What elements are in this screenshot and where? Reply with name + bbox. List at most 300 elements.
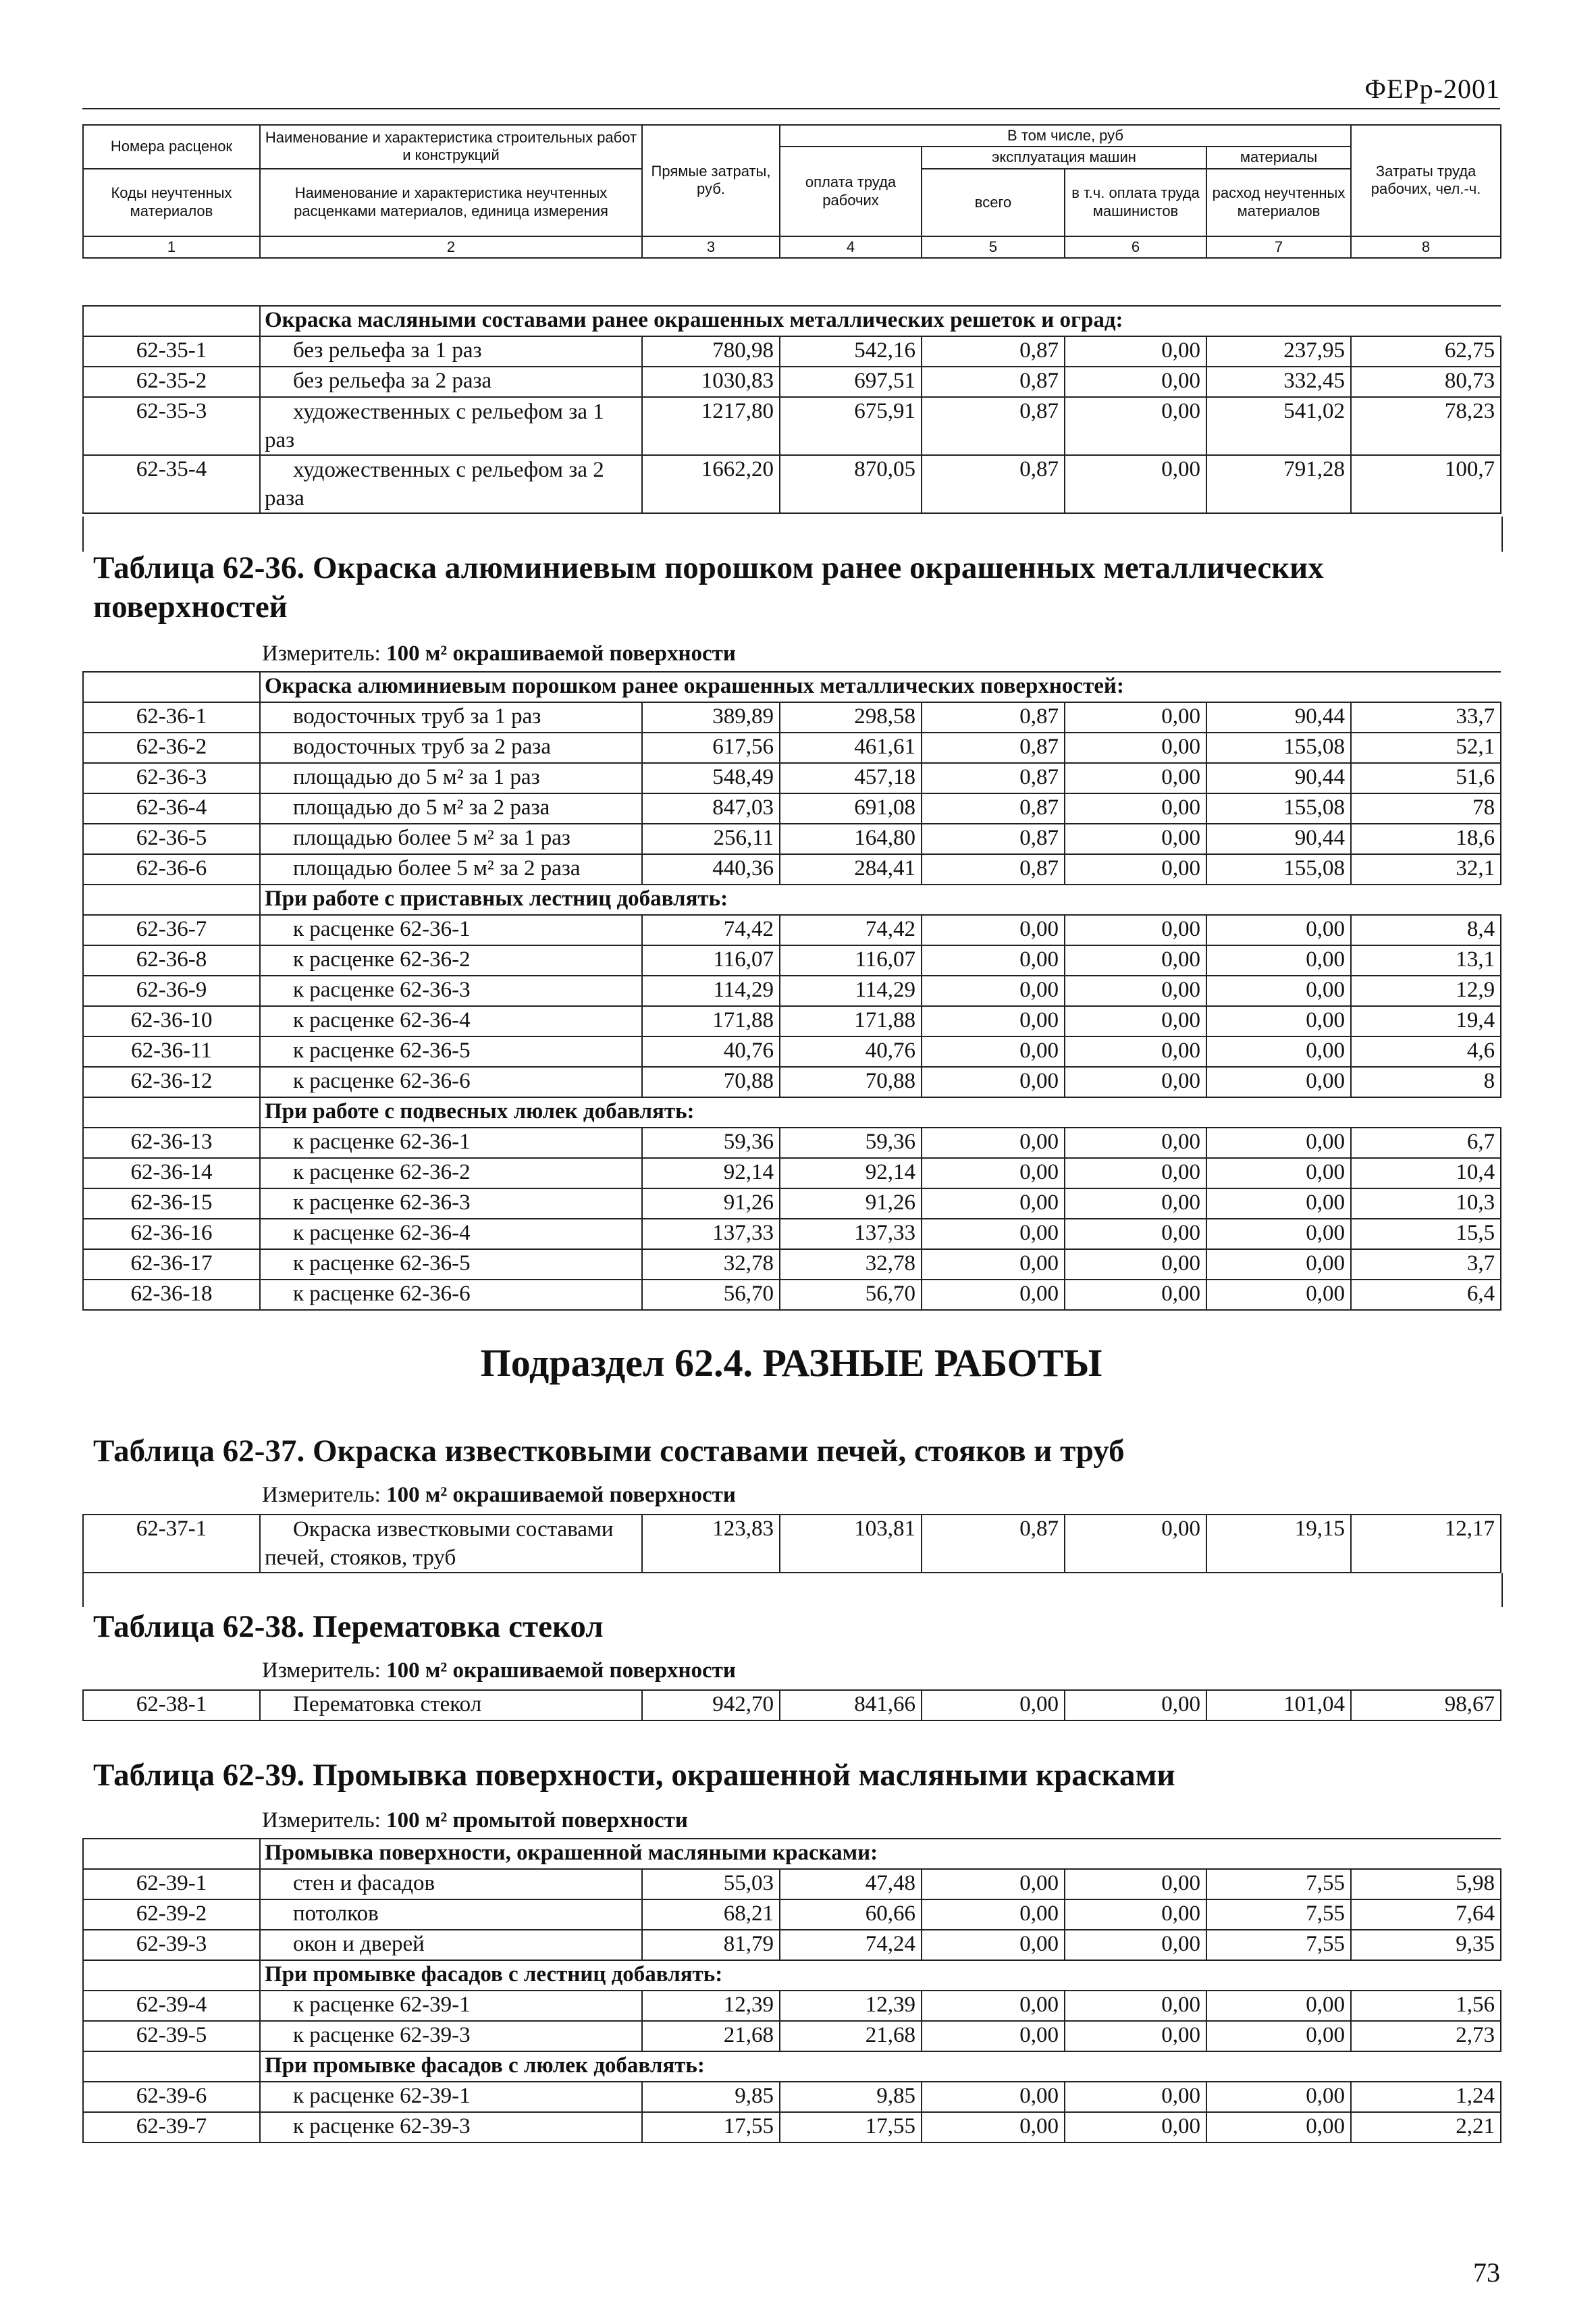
table-row (83, 763, 1501, 793)
header-material-codes: Коды неучтенных материалов (83, 169, 260, 236)
table-62-36-measure: Измеритель: 100 м² окрашиваемой поверхности (262, 641, 736, 666)
rate-code: 62-36-10 (83, 1006, 260, 1036)
work-name: художественных с рельефом за 1 раз (260, 397, 642, 455)
value-cell: 0,00 (1206, 1249, 1351, 1280)
value-cell: 7,55 (1206, 1930, 1351, 1960)
value-cell: 0,00 (1206, 1158, 1351, 1188)
value-cell: 457,18 (780, 763, 922, 793)
value-cell: 0,87 (922, 455, 1065, 513)
value-cell: 0,00 (1065, 1280, 1206, 1310)
value-cell: 1217,80 (642, 397, 780, 455)
column-header-table (82, 124, 1501, 259)
table-row (83, 854, 1501, 885)
rate-code: 62-36-9 (83, 976, 260, 1006)
work-name: площадью до 5 м² за 2 раза (260, 793, 642, 824)
value-cell: 0,87 (922, 854, 1065, 885)
table-62-37 (82, 1514, 1501, 1573)
table-row (83, 1188, 1501, 1219)
value-cell: 155,08 (1206, 793, 1351, 824)
value-cell: 298,58 (780, 702, 922, 733)
value-cell: 0,00 (1065, 1991, 1206, 2021)
value-cell: 17,55 (642, 2112, 780, 2142)
value-cell: 697,51 (780, 367, 922, 397)
value-cell: 870,05 (780, 455, 922, 513)
value-cell: 92,14 (642, 1158, 780, 1188)
value-cell: 0,00 (1206, 1219, 1351, 1249)
rate-code: 62-36-4 (83, 793, 260, 824)
value-cell: 0,00 (1206, 2082, 1351, 2112)
value-cell: 548,49 (642, 763, 780, 793)
value-cell: 98,67 (1351, 1690, 1501, 1720)
value-cell: 52,1 (1351, 733, 1501, 763)
table-row (83, 702, 1501, 733)
work-name: площадью более 5 м² за 1 раз (260, 824, 642, 854)
value-cell: 18,6 (1351, 824, 1501, 854)
value-cell: 0,00 (922, 1930, 1065, 1960)
rate-code: 62-36-2 (83, 733, 260, 763)
work-name: к расценке 62-36-4 (260, 1219, 642, 1249)
table-row (83, 1067, 1501, 1097)
work-name: без рельефа за 1 раз (260, 336, 642, 367)
value-cell: 0,87 (922, 733, 1065, 763)
value-cell: 0,00 (922, 1690, 1065, 1720)
value-cell: 0,00 (1206, 1188, 1351, 1219)
value-cell: 0,00 (1065, 854, 1206, 885)
table-row (83, 824, 1501, 854)
value-cell: 116,07 (642, 945, 780, 976)
rate-code: 62-39-2 (83, 1899, 260, 1930)
group-row (83, 1839, 1501, 1869)
rate-code: 62-39-5 (83, 2021, 260, 2051)
value-cell: 90,44 (1206, 763, 1351, 793)
header-machines-total: всего (922, 169, 1065, 236)
value-cell: 1030,83 (642, 367, 780, 397)
value-cell: 0,00 (1065, 1006, 1206, 1036)
value-cell: 90,44 (1206, 702, 1351, 733)
rate-code: 62-38-1 (83, 1690, 260, 1720)
value-cell: 101,04 (1206, 1690, 1351, 1720)
value-cell: 617,56 (642, 733, 780, 763)
value-cell: 164,80 (780, 824, 922, 854)
rate-code: 62-36-16 (83, 1219, 260, 1249)
value-cell: 0,87 (922, 702, 1065, 733)
value-cell: 91,26 (642, 1188, 780, 1219)
value-cell: 0,00 (1065, 824, 1206, 854)
value-cell: 70,88 (642, 1067, 780, 1097)
value-cell: 32,78 (780, 1249, 922, 1280)
group-row (83, 672, 1501, 702)
value-cell: 0,00 (1065, 976, 1206, 1006)
table-62-37-tail (82, 1573, 1503, 1607)
group-row (83, 306, 1501, 336)
table-62-36 (82, 671, 1501, 1311)
header-material-names: Наименование и характеристика неучтенных расценками материалов, единица измерения (260, 169, 642, 236)
value-cell: 0,00 (1065, 793, 1206, 824)
value-cell: 21,68 (642, 2021, 780, 2051)
work-name: водосточных труб за 1 раз (260, 702, 642, 733)
rate-code: 62-36-14 (83, 1158, 260, 1188)
rate-code: 62-36-15 (83, 1188, 260, 1219)
table-row (83, 793, 1501, 824)
value-cell: 389,89 (642, 702, 780, 733)
value-cell: 171,88 (780, 1006, 922, 1036)
value-cell: 847,03 (642, 793, 780, 824)
value-cell: 12,39 (642, 1991, 780, 2021)
value-cell: 123,83 (642, 1515, 780, 1573)
work-name: к расценке 62-36-3 (260, 1188, 642, 1219)
group-heading: При промывке фасадов с лестниц добавлять: (260, 1960, 1501, 1991)
value-cell: 0,00 (1065, 397, 1206, 455)
value-cell: 0,00 (1065, 945, 1206, 976)
value-cell: 7,64 (1351, 1899, 1501, 1930)
group-heading: Окраска масляными составами ранее окрашенных металлических решеток и оград: (260, 306, 1501, 336)
value-cell: 0,87 (922, 1515, 1065, 1573)
table-row (83, 2082, 1501, 2112)
value-cell: 12,39 (780, 1991, 922, 2021)
value-cell: 74,42 (780, 915, 922, 945)
work-name: к расценке 62-36-3 (260, 976, 642, 1006)
header-rates: Номера расценок (83, 125, 260, 169)
rate-code: 62-35-2 (83, 367, 260, 397)
header-worker-pay: оплата труда рабочих (780, 147, 922, 236)
value-cell: 0,00 (1065, 1869, 1206, 1899)
work-name: окон и дверей (260, 1930, 642, 1960)
work-name: потолков (260, 1899, 642, 1930)
value-cell: 13,1 (1351, 945, 1501, 976)
value-cell: 78 (1351, 793, 1501, 824)
value-cell: 1,56 (1351, 1991, 1501, 2021)
value-cell: 12,17 (1351, 1515, 1501, 1573)
table-row (83, 455, 1501, 513)
work-name: к расценке 62-36-6 (260, 1280, 642, 1310)
rate-code: 62-35-4 (83, 455, 260, 513)
value-cell: 155,08 (1206, 733, 1351, 763)
value-cell: 74,42 (642, 915, 780, 945)
value-cell: 8 (1351, 1067, 1501, 1097)
value-cell: 0,00 (1206, 1280, 1351, 1310)
value-cell: 8,4 (1351, 915, 1501, 945)
work-name: водосточных труб за 2 раза (260, 733, 642, 763)
value-cell: 137,33 (780, 1219, 922, 1249)
value-cell: 92,14 (780, 1158, 922, 1188)
value-cell: 0,00 (922, 1006, 1065, 1036)
rate-code: 62-36-7 (83, 915, 260, 945)
table-row (83, 2112, 1501, 2142)
value-cell: 0,87 (922, 793, 1065, 824)
table-row (83, 1280, 1501, 1310)
value-cell: 40,76 (642, 1036, 780, 1067)
table-row (83, 1869, 1501, 1899)
value-cell: 0,00 (922, 1219, 1065, 1249)
work-name: к расценке 62-36-2 (260, 945, 642, 976)
value-cell: 81,79 (642, 1930, 780, 1960)
group-heading: При промывке фасадов с люлек добавлять: (260, 2051, 1501, 2082)
table-62-39-title: Таблица 62-39. Промывка поверхности, окрашенной масляными красками (93, 1758, 1175, 1793)
table-row (83, 367, 1501, 397)
value-cell: 0,00 (1206, 1067, 1351, 1097)
table-row (83, 1515, 1501, 1573)
value-cell: 0,00 (922, 2021, 1065, 2051)
group-heading: Промывка поверхности, окрашенной масляными красками: (260, 1839, 1501, 1869)
value-cell: 0,00 (1065, 367, 1206, 397)
value-cell: 0,00 (1065, 733, 1206, 763)
rate-code: 62-36-18 (83, 1280, 260, 1310)
value-cell: 40,76 (780, 1036, 922, 1067)
work-name: Перематовка стекол (260, 1690, 642, 1720)
rate-code: 62-36-6 (83, 854, 260, 885)
value-cell: 542,16 (780, 336, 922, 367)
value-cell: 0,00 (922, 1036, 1065, 1067)
value-cell: 114,29 (642, 976, 780, 1006)
value-cell: 332,45 (1206, 367, 1351, 397)
group-row (83, 885, 1501, 915)
table-row (83, 1158, 1501, 1188)
value-cell: 60,66 (780, 1899, 922, 1930)
value-cell: 91,26 (780, 1188, 922, 1219)
table-62-36-title: Таблица 62-36. Окраска алюминиевым порошком ранее окрашенных металлических поверхностей (93, 550, 1324, 625)
table-row (83, 1930, 1501, 1960)
value-cell: 62,75 (1351, 336, 1501, 367)
work-name: к расценке 62-36-6 (260, 1067, 642, 1097)
value-cell: 0,00 (1206, 1006, 1351, 1036)
header-rule (82, 108, 1500, 109)
value-cell: 33,7 (1351, 702, 1501, 733)
value-cell: 0,00 (1065, 1899, 1206, 1930)
value-cell: 0,00 (922, 1899, 1065, 1930)
value-cell: 9,85 (780, 2082, 922, 2112)
table-62-35-tail (82, 517, 1503, 552)
rate-code: 62-36-13 (83, 1128, 260, 1158)
work-name: к расценке 62-39-1 (260, 1991, 642, 2021)
table-62-39-measure: Измеритель: 100 м² промытой поверхности (262, 1808, 688, 1833)
work-name: Окраска известковыми составами печей, стояков, труб (260, 1515, 642, 1573)
table-row (83, 1899, 1501, 1930)
rate-code: 62-36-5 (83, 824, 260, 854)
value-cell: 32,1 (1351, 854, 1501, 885)
value-cell: 70,88 (780, 1067, 922, 1097)
value-cell: 12,9 (1351, 976, 1501, 1006)
value-cell: 15,5 (1351, 1219, 1501, 1249)
rate-code: 62-39-7 (83, 2112, 260, 2142)
value-cell: 0,00 (922, 1188, 1065, 1219)
value-cell: 0,00 (922, 2112, 1065, 2142)
value-cell: 0,00 (1206, 1128, 1351, 1158)
group-row (83, 1097, 1501, 1128)
value-cell: 32,78 (642, 1249, 780, 1280)
value-cell: 68,21 (642, 1899, 780, 1930)
value-cell: 0,00 (1206, 1036, 1351, 1067)
work-name: без рельефа за 2 раза (260, 367, 642, 397)
value-cell: 59,36 (642, 1128, 780, 1158)
value-cell: 461,61 (780, 733, 922, 763)
header-operator-pay: в т.ч. оплата труда машинистов (1065, 169, 1206, 236)
value-cell: 6,7 (1351, 1128, 1501, 1158)
value-cell: 942,70 (642, 1690, 780, 1720)
value-cell: 6,4 (1351, 1280, 1501, 1310)
header-machines: эксплуатация машин (922, 147, 1206, 168)
value-cell: 675,91 (780, 397, 922, 455)
table-row (83, 1249, 1501, 1280)
group-heading: При работе с подвесных люлек добавлять: (260, 1097, 1501, 1128)
header-column-numbers: 1 2 3 4 5 6 7 8 (83, 236, 1501, 258)
rate-code: 62-35-3 (83, 397, 260, 455)
value-cell: 21,68 (780, 2021, 922, 2051)
rate-code: 62-39-3 (83, 1930, 260, 1960)
header-material-use: расход неучтенных материалов (1206, 169, 1351, 236)
work-name: к расценке 62-36-2 (260, 1158, 642, 1188)
value-cell: 100,7 (1351, 455, 1501, 513)
value-cell: 237,95 (1206, 336, 1351, 367)
value-cell: 0,00 (1206, 2112, 1351, 2142)
value-cell: 171,88 (642, 1006, 780, 1036)
value-cell: 0,00 (1065, 455, 1206, 513)
value-cell: 0,00 (922, 915, 1065, 945)
value-cell: 0,00 (1065, 1188, 1206, 1219)
work-name: к расценке 62-36-4 (260, 1006, 642, 1036)
value-cell: 284,41 (780, 854, 922, 885)
value-cell: 74,24 (780, 1930, 922, 1960)
table-62-37-measure: Измеритель: 100 м² окрашиваемой поверхности (262, 1483, 736, 1507)
table-row (83, 1128, 1501, 1158)
table-62-38-title: Таблица 62-38. Перематовка стекол (93, 1609, 604, 1644)
table-row (83, 915, 1501, 945)
value-cell: 9,85 (642, 2082, 780, 2112)
value-cell: 791,28 (1206, 455, 1351, 513)
table-row (83, 1690, 1501, 1720)
value-cell: 0,00 (1206, 2021, 1351, 2051)
value-cell: 7,55 (1206, 1899, 1351, 1930)
value-cell: 2,73 (1351, 2021, 1501, 2051)
value-cell: 256,11 (642, 824, 780, 854)
group-row (83, 1960, 1501, 1991)
value-cell: 0,00 (1065, 1515, 1206, 1573)
value-cell: 780,98 (642, 336, 780, 367)
table-62-38 (82, 1689, 1501, 1721)
value-cell: 1,24 (1351, 2082, 1501, 2112)
value-cell: 0,00 (1065, 1249, 1206, 1280)
group-heading: При работе с приставных лестниц добавлять: (260, 885, 1501, 915)
table-row (83, 1006, 1501, 1036)
value-cell: 9,35 (1351, 1930, 1501, 1960)
value-cell: 0,00 (922, 976, 1065, 1006)
value-cell: 0,00 (1065, 336, 1206, 367)
group-heading: Окраска алюминиевым порошком ранее окрашенных металлических поверхностей: (260, 672, 1501, 702)
value-cell: 0,00 (1065, 702, 1206, 733)
table-row (83, 2021, 1501, 2051)
value-cell: 0,00 (922, 2082, 1065, 2112)
value-cell: 0,00 (1206, 1991, 1351, 2021)
value-cell: 4,6 (1351, 1036, 1501, 1067)
value-cell: 2,21 (1351, 2112, 1501, 2142)
table-row (83, 1036, 1501, 1067)
page-number: 73 (1473, 2257, 1500, 2288)
value-cell: 0,87 (922, 336, 1065, 367)
value-cell: 0,87 (922, 397, 1065, 455)
value-cell: 841,66 (780, 1690, 922, 1720)
value-cell: 56,70 (780, 1280, 922, 1310)
value-cell: 0,00 (1206, 915, 1351, 945)
value-cell: 137,33 (642, 1219, 780, 1249)
value-cell: 59,36 (780, 1128, 922, 1158)
rate-code: 62-36-11 (83, 1036, 260, 1067)
value-cell: 0,00 (922, 1991, 1065, 2021)
value-cell: 0,00 (1065, 1219, 1206, 1249)
value-cell: 47,48 (780, 1869, 922, 1899)
value-cell: 0,00 (922, 1158, 1065, 1188)
value-cell: 51,6 (1351, 763, 1501, 793)
value-cell: 17,55 (780, 2112, 922, 2142)
header-including: В том числе, руб (780, 125, 1351, 147)
value-cell: 0,00 (1065, 1036, 1206, 1067)
work-name: стен и фасадов (260, 1869, 642, 1899)
rate-code: 62-39-4 (83, 1991, 260, 2021)
value-cell: 0,00 (922, 1128, 1065, 1158)
table-row (83, 397, 1501, 455)
work-name: к расценке 62-36-1 (260, 915, 642, 945)
value-cell: 10,4 (1351, 1158, 1501, 1188)
value-cell: 0,00 (1065, 2021, 1206, 2051)
rate-code: 62-39-6 (83, 2082, 260, 2112)
value-cell: 116,07 (780, 945, 922, 976)
value-cell: 3,7 (1351, 1249, 1501, 1280)
value-cell: 691,08 (780, 793, 922, 824)
value-cell: 0,00 (1065, 915, 1206, 945)
value-cell: 0,87 (922, 824, 1065, 854)
value-cell: 541,02 (1206, 397, 1351, 455)
work-name: площадью до 5 м² за 1 раз (260, 763, 642, 793)
value-cell: 90,44 (1206, 824, 1351, 854)
rate-code: 62-37-1 (83, 1515, 260, 1573)
value-cell: 0,00 (922, 1280, 1065, 1310)
value-cell: 0,00 (1065, 2112, 1206, 2142)
value-cell: 55,03 (642, 1869, 780, 1899)
header-labor-costs: Затраты труда рабочих, чел.-ч. (1351, 125, 1501, 236)
value-cell: 0,87 (922, 763, 1065, 793)
header-materials: материалы (1206, 147, 1351, 168)
value-cell: 0,00 (1206, 976, 1351, 1006)
value-cell: 0,00 (922, 945, 1065, 976)
rate-code: 62-36-8 (83, 945, 260, 976)
work-name: к расценке 62-39-3 (260, 2112, 642, 2142)
value-cell: 440,36 (642, 854, 780, 885)
rate-code: 62-36-1 (83, 702, 260, 733)
table-row (83, 733, 1501, 763)
value-cell: 0,87 (922, 367, 1065, 397)
work-name: художественных с рельефом за 2 раза (260, 455, 642, 513)
value-cell: 1662,20 (642, 455, 780, 513)
value-cell: 10,3 (1351, 1188, 1501, 1219)
table-row (83, 945, 1501, 976)
value-cell: 0,00 (1206, 945, 1351, 976)
value-cell: 0,00 (1065, 2082, 1206, 2112)
group-row (83, 2051, 1501, 2082)
value-cell: 0,00 (1065, 1158, 1206, 1188)
table-row (83, 1991, 1501, 2021)
value-cell: 78,23 (1351, 397, 1501, 455)
value-cell: 5,98 (1351, 1869, 1501, 1899)
header-direct-costs: Прямые затраты, руб. (642, 125, 780, 236)
table-62-39 (82, 1838, 1501, 2143)
table-62-35 (82, 305, 1501, 514)
value-cell: 0,00 (1065, 763, 1206, 793)
value-cell: 103,81 (780, 1515, 922, 1573)
work-name: площадью более 5 м² за 2 раза (260, 854, 642, 885)
value-cell: 0,00 (922, 1067, 1065, 1097)
rate-code: 62-36-17 (83, 1249, 260, 1280)
rate-code: 62-36-3 (83, 763, 260, 793)
value-cell: 114,29 (780, 976, 922, 1006)
value-cell: 19,15 (1206, 1515, 1351, 1573)
